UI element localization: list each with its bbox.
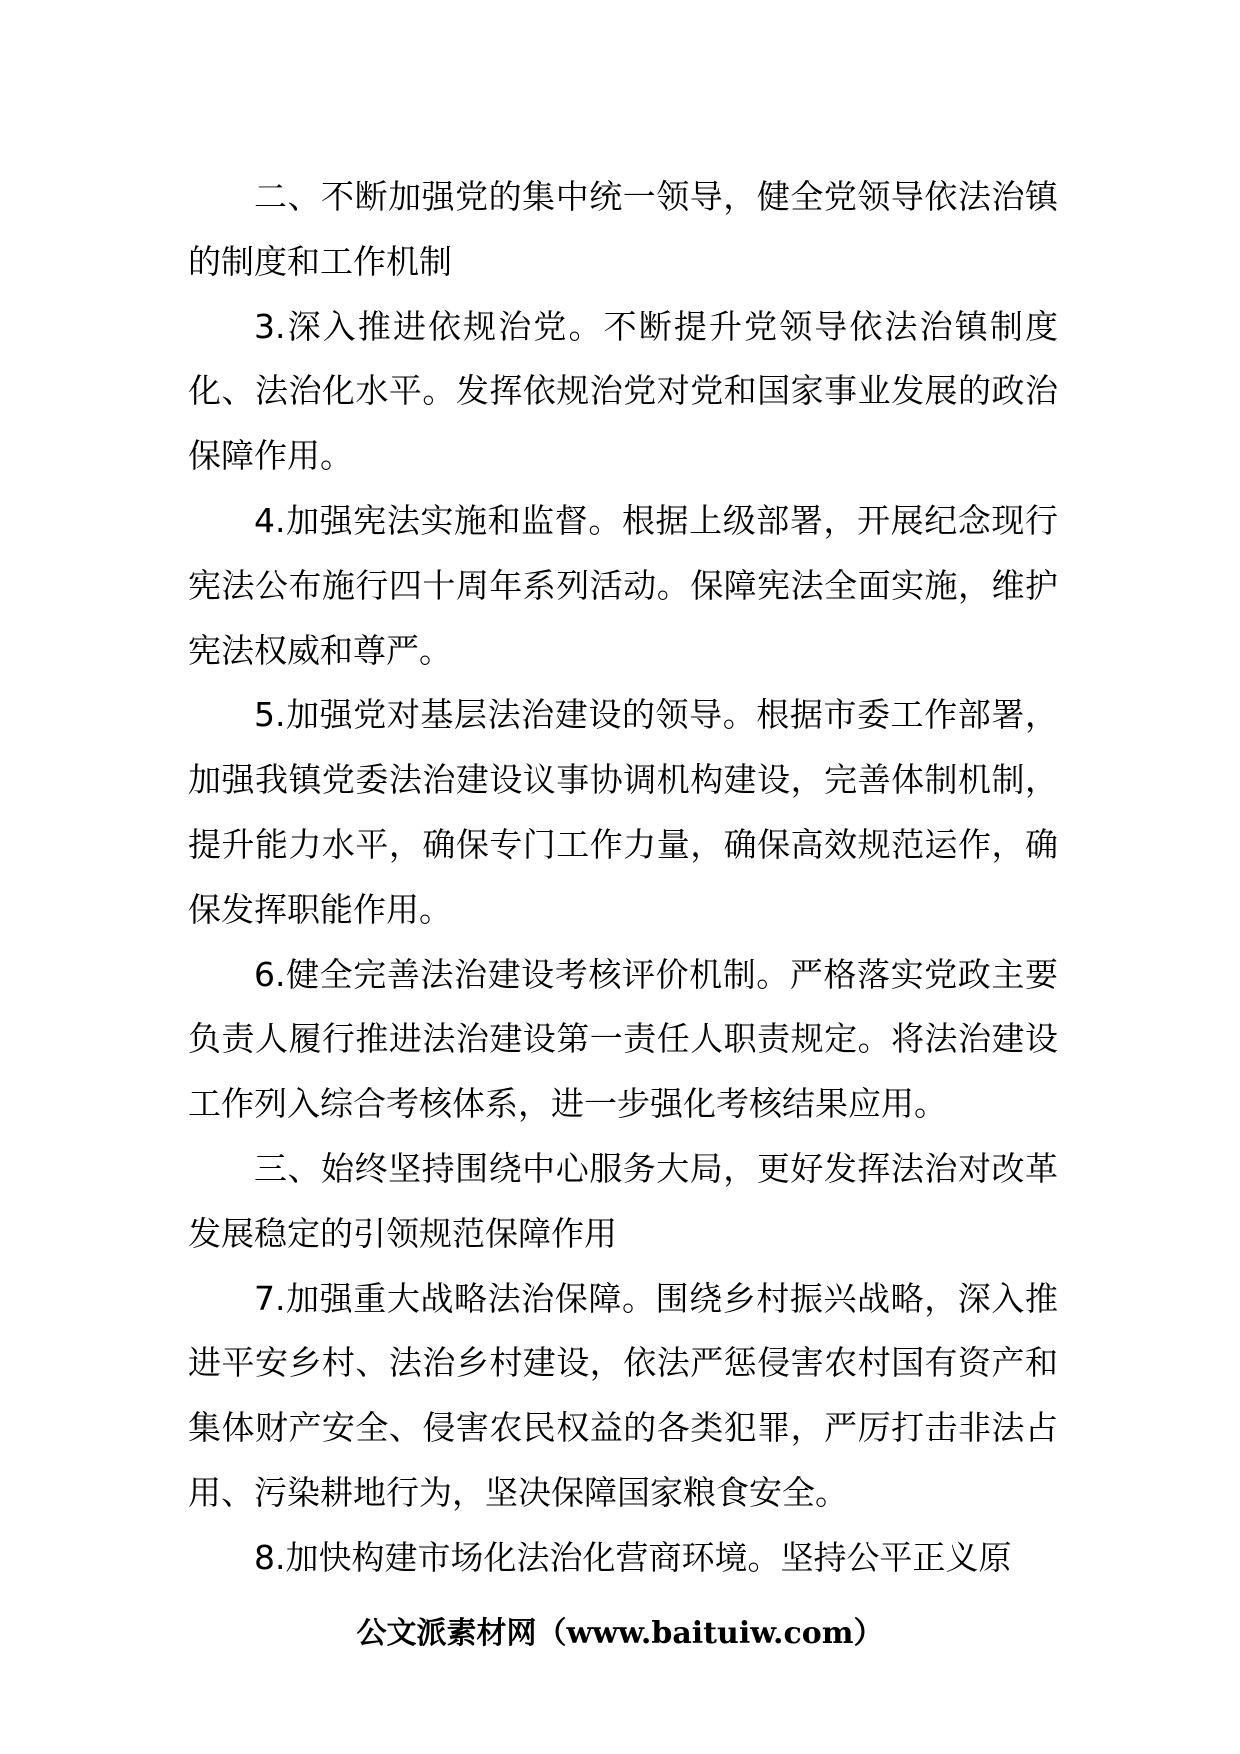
paragraph-item-5: 5.加强党对基层法治建设的领导。根据市委工作部署，加强我镇党委法治建设议事协调机构建设，完善体制机制，提升能力水平，确保专门工作力量，确保高效规范运作，确保发挥职能作用。 [188,695,1058,929]
paragraph-item-6: 6.健全完善法治建设考核评价机制。严格落实党政主要负责人履行推进法治建设第一责任人职责规定。将法治建设工作列入综合考核体系，进一步强化考核结果应用。 [188,954,1058,1124]
section-heading-3: 三、始终坚持围绕中心服务大局，更好发挥法治对改革发展稳定的引领规范保障作用 [188,1148,1058,1253]
section-heading-2: 二、不断加强党的集中统一领导，健全党领导依法治镇的制度和工作机制 [188,177,1058,281]
paragraph-item-7: 7.加强重大战略法治保障。围绕乡村振兴战略，深入推进平安乡村、法治乡村建设，依法严惩侵害农村国有资产和集体财产安全、侵害农民权益的各类犯罪，严厉打击非法占用、污染耕地行为，坚决保障国家粮食安全。 [188,1278,1058,1512]
footer-watermark: 公文派素材网（www.baituiw.com） [356,1616,884,1651]
document-body [188,165,1058,1591]
paragraph-item-8: 8.加快构建市场化法治化营商环境。坚持公平正义原 [254,1537,1012,1577]
paragraph-item-3: 3.深入推进依规治党。不断提升党领导依法治镇制度化、法治化水平。发挥依规治党对党和国家事业发展的政治保障作用。 [188,306,1058,476]
paragraph-item-4: 4.加强宪法实施和监督。根据上级部署，开展纪念现行宪法公布施行四十周年系列活动。保障宪法全面实施，维护宪法权威和尊严。 [188,500,1058,670]
